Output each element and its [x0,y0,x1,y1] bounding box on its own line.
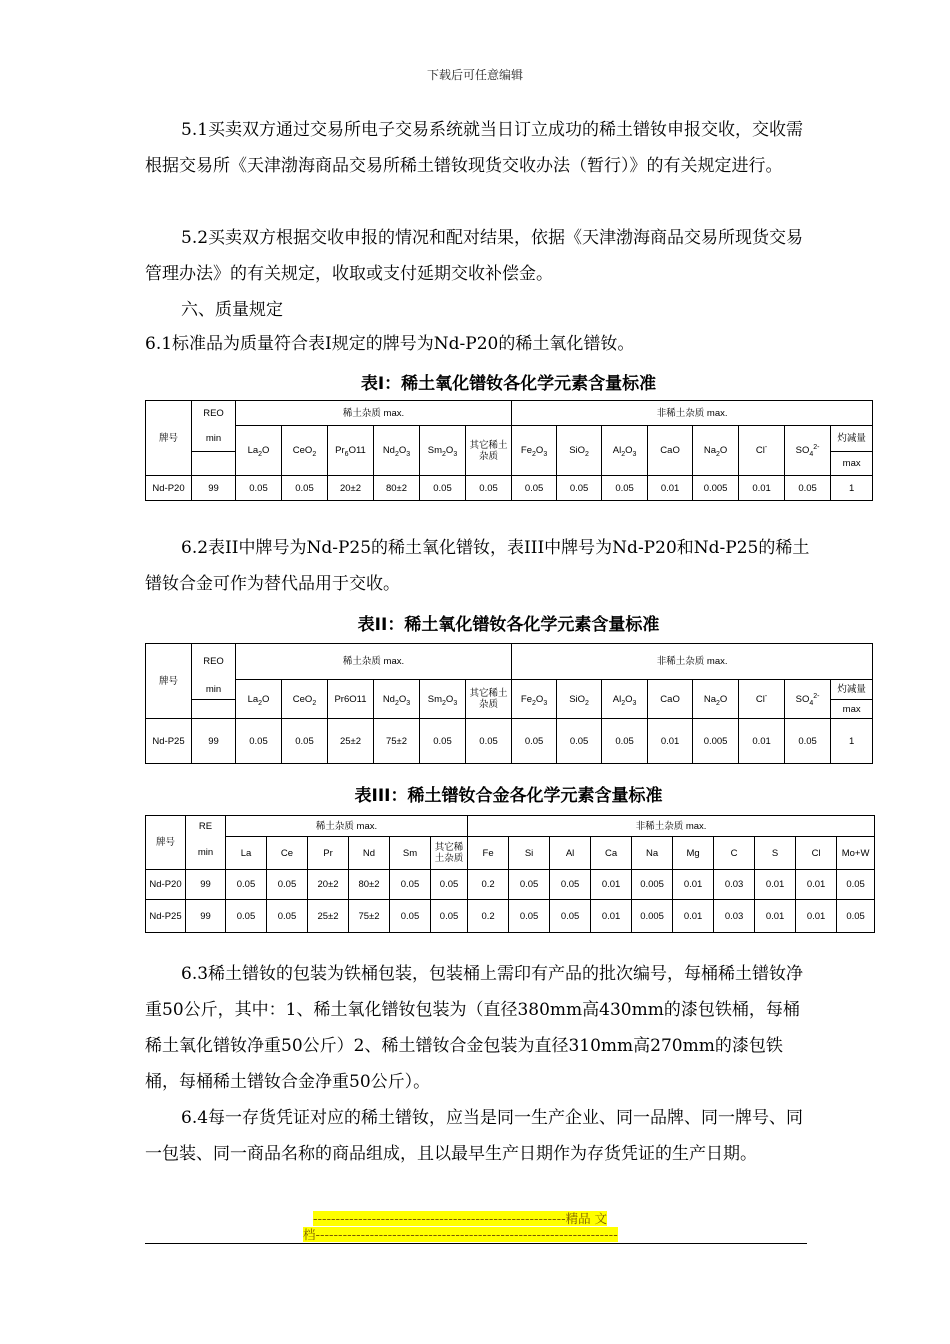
section-heading-6: 六、质量规定 [181,300,283,320]
col-other-re: 其它稀土杂质 [466,426,512,476]
non-re-impurity-header: 非稀土杂质 max. [512,401,873,426]
col-cl: Cl- [739,680,785,719]
col-sio2: SiO$_2$ [557,680,602,719]
col-other-re: 其它稀土杂质 [431,837,468,870]
footer-watermark-line1: --------------------------------------------------------精品 文 [313,1211,608,1226]
re-impurity-header: 稀土杂质 max. [236,644,512,680]
re-impurity-header: 稀土杂质 max. [236,401,512,426]
brand-header: 牌号 [146,816,186,870]
col-so4: $SO_4^{2-}$ [785,426,831,476]
col-al: Al [550,837,591,870]
paragraph-5-2: 5.2买卖双方根据交收申报的情况和配对结果，依据《天津渤海商品交易所现货交易管理办法》的有关规定，收取或支付延期交收补偿金。 [145,228,804,284]
col-pr6o11: Pr6O11 [328,680,374,719]
paragraph-5-1: 5.1买卖双方通过交易所电子交易系统就当日订立成功的稀土镨钕申报交收，交收需根据交易所《天津渤海商品交易所稀土镨钕现货交收办法（暂行）》的有关规定进行。 [145,120,804,176]
ignition-max: max [831,700,873,719]
col-fe: Fe [468,837,509,870]
col-cao: CaO [648,680,693,719]
paragraph-6-1: 6.1标准品为质量符合表I规定的牌号为Nd-P20的稀土氧化镨钕。 [145,334,635,354]
paragraph-6-2: 6.2表II中牌号为Nd-P25的稀土氧化镨钕，表III中牌号为Nd-P20和Nd-P25的稀土镨钕合金可作为替代品用于交收。 [145,538,810,594]
reo-header: REO [192,401,236,426]
col-pr: Pr [308,837,349,870]
col-fe2o3: $Fe_2O_3$ [512,680,557,719]
re-impurity-header: 稀土杂质 max. [226,816,468,837]
col-pr6o11: $Pr_6O11$ [328,426,374,476]
col-nd2o3: $Nd_2O_3$ [374,426,420,476]
paragraph-6-3: 6.3稀土镨钕的包装为铁桶包装，包装桶上需印有产品的批次编号，每桶稀土镨钕净重50公斤，其中：1、稀土氧化镨钕包装为（直径380mm高430mm的漆包铁桶，每桶稀土氧化镨钕净重50公斤）2、稀土镨钕合金包装为直径310mm高270mm的漆包铁桶，每桶稀土镨钕合金净重50公斤）。 [145,964,804,1092]
col-mg: Mg [673,837,714,870]
col-ignition: 灼减量 [831,426,873,452]
footer-watermark-line2: 档------------------------------------------------------------------- [303,1227,618,1242]
col-al2o3: $Al_2O_3$ [602,426,648,476]
col-sm2o3: $Sm_2O_3$ [420,680,466,719]
col-sio2: SiO$_2$ [557,426,602,476]
re-header: RE [186,816,226,837]
footer-divider [145,1243,807,1244]
col-ceo2: CeO$_2$ [282,680,328,719]
reo-header: REO [192,644,236,680]
col-fe2o3: $Fe_2O_3$ [512,426,557,476]
col-ceo2: CeO$_2$ [282,426,328,476]
min-blank [192,700,236,719]
col-cl: Cl [796,837,837,870]
table3-caption: 表III：稀土镨钕合金各化学元素含量标准 [354,786,663,806]
col-sm2o3: $Sm_2O_3$ [420,426,466,476]
col-mo-w: Mo+W [837,837,875,870]
col-cl: Cl- [739,426,785,476]
col-nd2o3: $Nd_2O_3$ [374,680,420,719]
min-label: min [186,837,226,870]
table1-caption: 表I：稀土氧化镨钕各化学元素含量标准 [360,374,657,394]
table1 [145,400,873,501]
table2-caption: 表II：稀土氧化镨钕各化学元素含量标准 [357,615,660,635]
page-header: 下载后可任意编辑 [426,68,523,82]
col-c: C [714,837,755,870]
col-so4: $SO_4^{2-}$ [785,680,831,719]
paragraph-6-4: 6.4每一存货凭证对应的稀土镨钕，应当是同一生产企业、同一品牌、同一牌号、同一包装、同一商品名称的商品组成，且以最早生产日期作为存货凭证的生产日期。 [145,1108,804,1164]
col-la: La [226,837,267,870]
col-s: S [755,837,796,870]
col-sm: Sm [390,837,431,870]
brand-header: 牌号 [146,401,192,476]
col-al2o3: $Al_2O_3$ [602,680,648,719]
col-nd: Nd [349,837,390,870]
col-na2o: $Na_2O$ [693,680,739,719]
table2 [145,643,873,764]
table-row: Nd-P20 99 0.05 0.05 20±2 80±2 0.05 0.05 0.2 0.05 0.05 0.01 0.005 0.01 0.03 0.01 0.01 0.05 [146,870,875,900]
col-si: Si [509,837,550,870]
min-label: min [192,426,236,452]
col-na2o: $Na_2O$ [693,426,739,476]
table-row: Nd-P20 99 0.05 0.05 20±2 80±2 0.05 0.05 0.05 0.05 0.05 0.01 0.005 0.01 0.05 1 [146,476,873,501]
col-cao: CaO [648,426,693,476]
col-ca: Ca [591,837,632,870]
non-re-impurity-header: 非稀土杂质 max. [512,644,873,680]
col-la2o3: $La_2O$ [236,680,282,719]
col-la2o3: $La_2O$ [236,426,282,476]
col-ce: Ce [267,837,308,870]
non-re-impurity-header: 非稀土杂质 max. [468,816,875,837]
table-row: Nd-P25 99 0.05 0.05 25±2 75±2 0.05 0.05 0.2 0.05 0.05 0.01 0.005 0.01 0.03 0.01 0.01 0.05 [146,900,875,933]
table3 [145,815,875,933]
min-blank [192,452,236,476]
col-na: Na [632,837,673,870]
col-other-re: 其它稀土杂质 [466,680,512,719]
ignition-max: max [831,452,873,476]
min-label: min [192,680,236,700]
table-row: Nd-P25 99 0.05 0.05 25±2 75±2 0.05 0.05 0.05 0.05 0.05 0.01 0.005 0.01 0.05 1 [146,719,873,764]
brand-header: 牌号 [146,644,192,719]
col-ignition: 灼减量 [831,680,873,700]
